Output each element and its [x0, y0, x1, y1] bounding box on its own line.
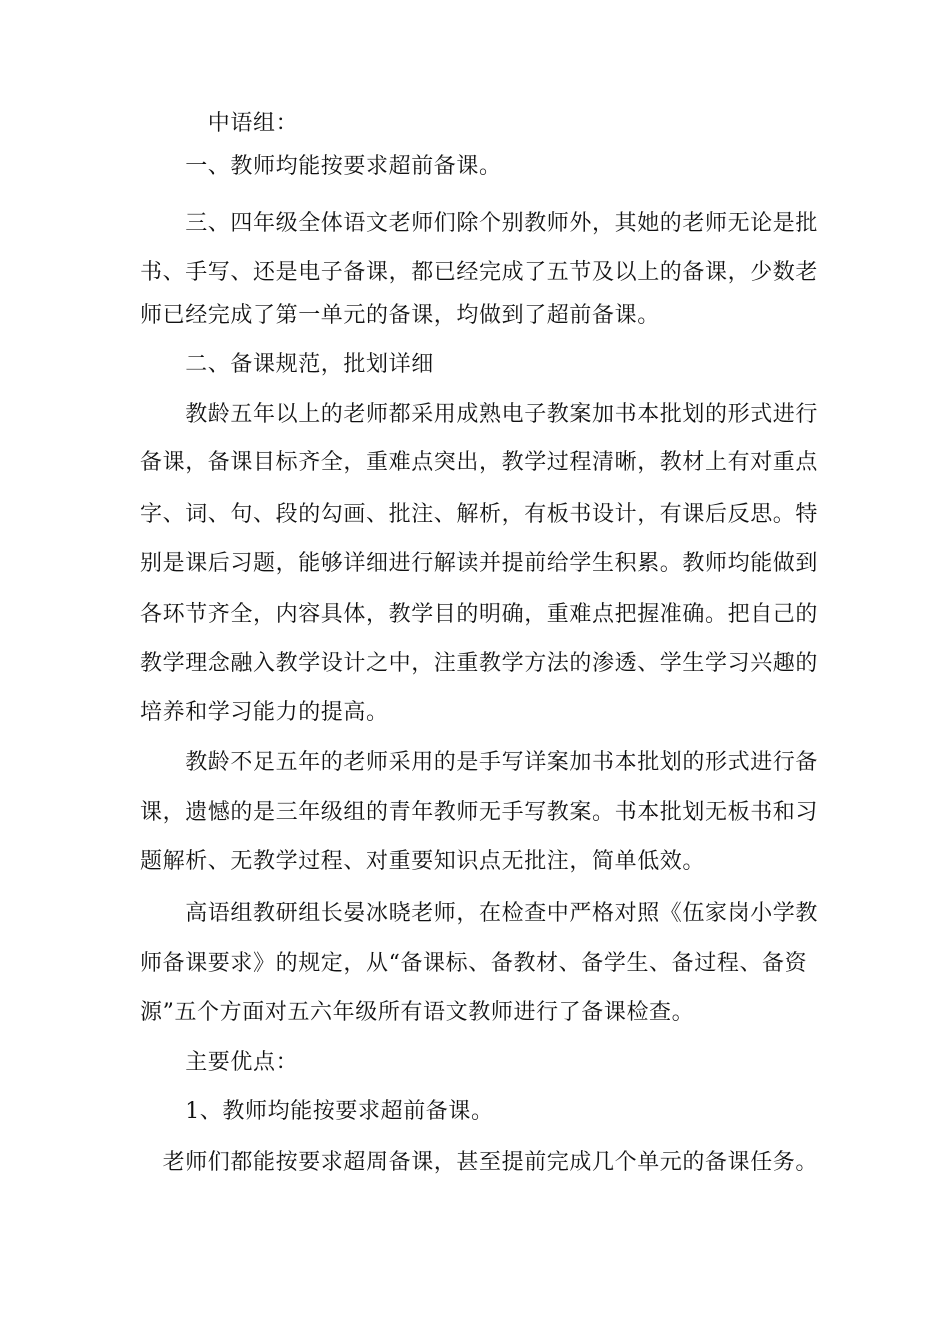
text-line-17: 高语组教研组长晏冰晓老师，在检查中严格对照《伍家岗小学教: [140, 901, 819, 926]
text-line-20: 主要优点：: [140, 1050, 299, 1075]
text-line-18: 师备课要求》的规定，从“备课标、备教材、备学生、备过程、备资: [140, 951, 808, 976]
text-line-9: 字、词、句、段的勾画、批注、解析，有板书设计，有课后反思。特: [140, 502, 819, 527]
text-line-19: 源”五个方面对五六年级所有语文教师进行了备课检查。: [140, 1000, 695, 1025]
text-line-21: 1、教师均能按要求超前备课。: [140, 1099, 494, 1124]
text-line-11: 各环节齐全，内容具体，教学目的明确，重难点把握准确。把自己的: [140, 602, 819, 627]
text-line-12: 教学理念融入教学设计之中，注重教学方法的渗透、学生学习兴趣的: [140, 651, 819, 676]
text-line-15: 课，遗憾的是三年级组的青年教师无手写教案。书本批划无板书和习: [140, 800, 819, 825]
text-line-16: 题解析、无教学过程、对重要知识点无批注，简单低效。: [140, 849, 706, 874]
text-line-13: 培养和学习能力的提高。: [140, 700, 389, 725]
text-line-5: 师已经完成了第一单元的备课，均做到了超前备课。: [140, 303, 660, 328]
text-line-22: 老师们都能按要求超周备课，甚至提前完成几个单元的备课任务。: [140, 1150, 819, 1175]
text-line-6: 二、备课规范，批划详细: [140, 352, 434, 377]
text-line-2: 一、教师均能按要求超前备课。: [140, 154, 502, 179]
text-line-8: 备课，备课目标齐全，重难点突出，教学过程清晰，教材上有对重点: [140, 450, 819, 475]
text-line-3: 三、四年级全体语文老师们除个别教师外，其她的老师无论是批: [140, 211, 819, 236]
text-line-4: 书、手写、还是电子备课，都已经完成了五节及以上的备课，少数老: [140, 260, 819, 285]
text-line-10: 别是课后习题，能够详细进行解读并提前给学生积累。教师均能做到: [140, 551, 819, 576]
text-line-1: 中语组：: [140, 111, 299, 136]
text-line-7: 教龄五年以上的老师都采用成熟电子教案加书本批划的形式进行: [140, 402, 819, 427]
text-line-14: 教龄不足五年的老师采用的是手写详案加书本批划的形式进行备: [140, 750, 819, 775]
